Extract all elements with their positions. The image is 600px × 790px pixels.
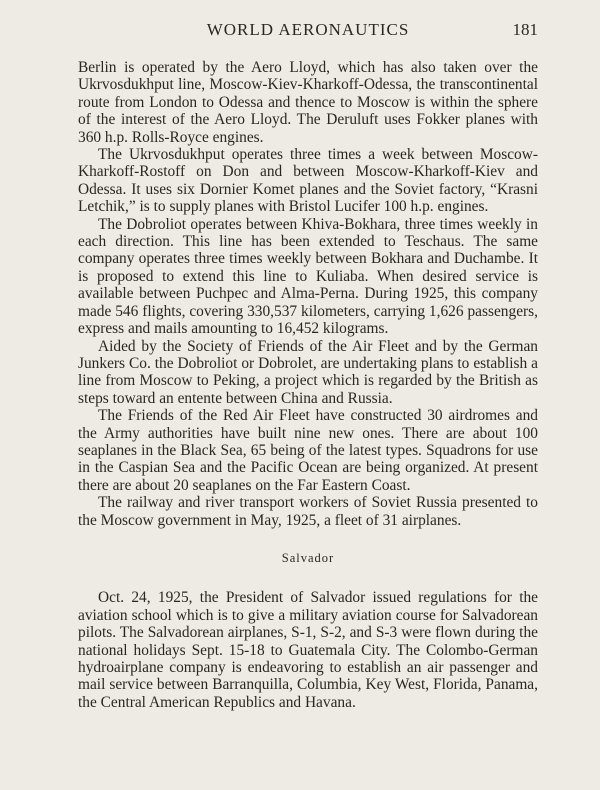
paragraph-salvador: Oct. 24, 1925, the President of Salvador issued regulations for the aviation school which is to give a military aviation course for Salvadorean pilots. The Salvadorean airplanes, S-1, S-2, and S-3 were flown during the national holidays Sept. 15-18 to Guatemala City. The Colombo-German hydroairplane company is endeavoring to establish an air passenger and mail service between Barranquilla, Columbia, Key West, Florida, Panama, the Central American Republics and Havana.	[78, 589, 538, 711]
section-heading-salvador: Salvador	[281, 550, 335, 565]
running-head-title: WORLD AERONAUTICS	[206, 20, 410, 39]
paragraph-ukrvosdukhput: The Ukrvosdukhput operates three times a week between Moscow-Kharkoff-Rostoff on Don and between Moscow-Kharkoff-Kiev and Odessa. It uses six Dornier Komet planes and the Soviet factory, “Krasni Letchik,” is to supply planes with Bristol Lucifer 100 h.p. engines.	[78, 146, 538, 216]
paragraph-continued: Berlin is operated by the Aero Lloyd, which has also taken over the Ukrvosdukhput line, Moscow-Kiev-Kharkoff-Odessa, the transcontinental route from London to Odessa and thence to Moscow is within the sphere of the interest of the Aero Lloyd. The Deruluft uses Fokker planes with 360 h.p. Rolls-Royce engines.	[78, 59, 538, 146]
page-number: 181	[512, 20, 538, 39]
paragraph-dobroliot: The Dobroliot operates between Khiva-Bokhara, three times weekly in each direction. This line has been extended to Teschaus. The same company operates three times weekly between Bokhara and Duchambe. It is proposed to extend this line to Kuliaba. When desired service is available between Puchpec and Alma-Perna. During 1925, this company made 546 flights, covering 330,537 kilometers, carrying 1,626 passengers, express and mails amounting to 16,452 kilograms.	[78, 215, 538, 338]
paragraph-transport-workers: The railway and river transport workers of Soviet Russia presented to the Moscow government in May, 1925, a fleet of 31 airplanes.	[78, 494, 538, 529]
body-text	[78, 59, 538, 711]
running-head	[78, 20, 538, 44]
paragraph-red-air-fleet: The Friends of the Red Air Fleet have constructed 30 airdromes and the Army authorities have built nine new ones. There are about 100 seaplanes in the Black Sea, 65 being of the latest types. Squadrons for use in the Caspian Sea and the Pacific Ocean are being organized. At present there are about 20 seaplanes on the Far Eastern Coast.	[78, 407, 538, 494]
paragraph-peking-line: Aided by the Society of Friends of the Air Fleet and by the German Junkers Co. the Dobroliot or Dobrolet, are undertaking plans to establish a line from Moscow to Peking, a project which is regarded by the British as steps toward an entente between China and Russia.	[78, 337, 538, 407]
